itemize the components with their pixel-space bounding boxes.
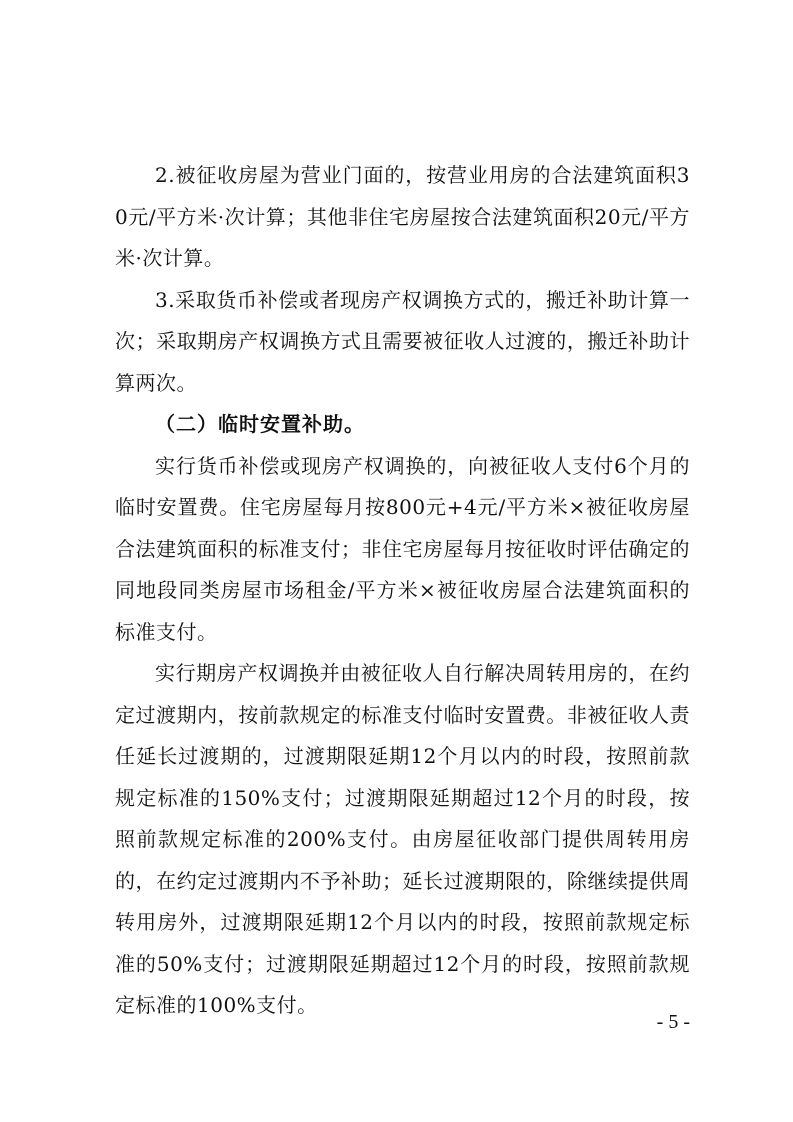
paragraph-future-property-exchange: 实行期房产权调换并由被征收人自行解决周转用房的，在约定过渡期内，按前款规定的标准支付临时安置费。非被征收人责任延长过渡期的，过渡期限延期12个月以内的时段，按照前款规定标准的150%支付；过渡期限延期超过12个月的时段，按照前款规定标准的200%支付。由房屋征收部门提供周转用房的，在约定过渡期内不予补助；延长过渡期限的，除继续提供周转用房外，过渡期限延期12个月以内的时段，按照前款规定标准的50%支付；过渡期限延期超过12个月的时段，按照前款规定标准的100%支付。 <box>115 661 690 1017</box>
page-number: - 5 - <box>656 1011 690 1033</box>
document-body <box>115 155 690 1027</box>
paragraph-monetary-compensation: 实行货币补偿或现房产权调换的，向被征收人支付6个月的临时安置费。住宅房屋每月按800元+4元/平方米×被征收房屋合法建筑面积的标准支付；非住宅房屋每月按征收时评估确定的同地段同类房屋市场租金/平方米×被征收房屋合法建筑面积的标准支付。 <box>115 453 690 644</box>
paragraph-relocation-count: 3.采取货币补偿或者现房产权调换方式的，搬迁补助计算一次；采取期房产权调换方式且需要被征收人过渡的，搬迁补助计算两次。 <box>115 287 690 395</box>
paragraph-business-storefront: 2.被征收房屋为营业门面的，按营业用房的合法建筑面积30元/平方米·次计算；其他非住宅房屋按合法建筑面积20元/平方米·次计算。 <box>115 163 690 270</box>
section-heading-temporary-resettlement: （二）临时安置补助。 <box>155 412 365 436</box>
